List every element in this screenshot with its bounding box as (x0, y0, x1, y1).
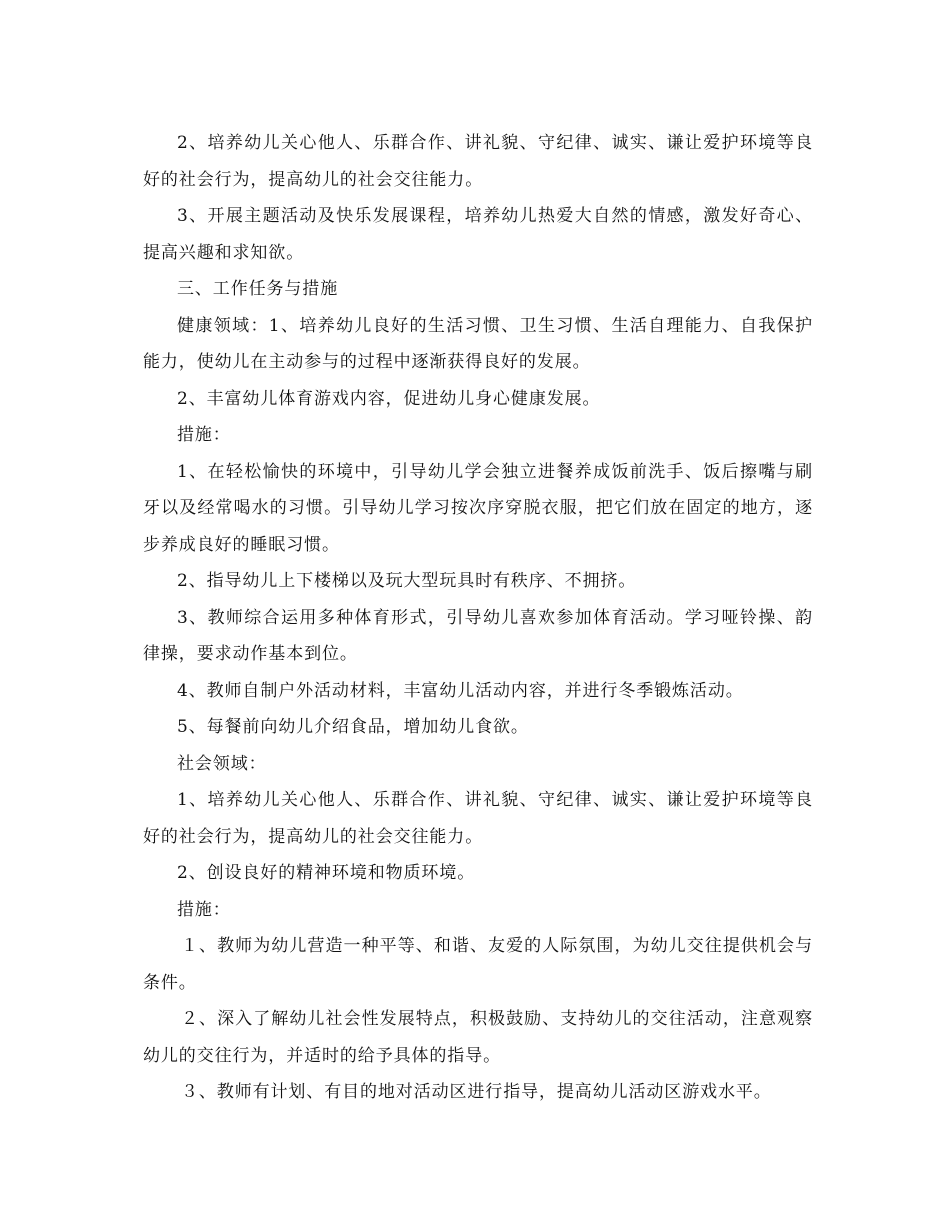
subheading: 措施： (177, 899, 231, 920)
paragraph: １、教师为幼儿营造一种平等、和谐、友爱的人际氛围，为幼儿交往提供机会与条件。 (143, 936, 813, 993)
paragraph: 2、丰富幼儿体育游戏内容，促进幼儿身心健康发展。 (177, 388, 601, 409)
paragraph: ２、深入了解幼儿社会性发展特点，积极鼓励、支持幼儿的交往活动，注意观察幼儿的交往行为，并适时的给予具体的指导。 (143, 1009, 813, 1066)
paragraph: 2、创设良好的精神环境和物质环境。 (177, 863, 476, 883)
paragraph: 2、培养幼儿关心他人、乐群合作、讲礼貌、守纪律、诚实、谦让爱护环境等良好的社会行为，提高幼儿的社会交往能力。 (143, 133, 813, 190)
paragraph: 3、开展主题活动及快乐发展课程，培养幼儿热爱大自然的情感，激发好奇心、提高兴趣和求知欲。 (143, 206, 813, 263)
subheading: 社会领域： (177, 753, 267, 774)
paragraph: 3、教师综合运用多种体育形式，引导幼儿喜欢参加体育活动。学习哑铃操、韵律操，要求动作基本到位。 (143, 607, 813, 664)
paragraph: 1、在轻松愉快的环境中，引导幼儿学会独立进餐养成饭前洗手、饭后擦嘴与刷牙以及经常喝水的习惯。引导幼儿学习按次序穿脱衣服，把它们放在固定的地方，逐步养成良好的睡眠习惯。 (143, 461, 813, 555)
section-heading: 三、工作任务与措施 (177, 279, 339, 299)
paragraph: 5、每餐前向幼儿介绍食品，增加幼儿食欲。 (177, 717, 529, 737)
document-body (143, 125, 813, 1111)
paragraph: 健康领域：1、培养幼儿良好的生活习惯、卫生习惯、生活自理能力、自我保护能力，使幼儿在主动参与的过程中逐渐获得良好的发展。 (143, 315, 813, 372)
paragraph: 4、教师自制户外活动材料，丰富幼儿活动内容，并进行冬季锻炼活动。 (177, 680, 744, 701)
paragraph: 2、指导幼儿上下楼梯以及玩大型玩具时有秩序、不拥挤。 (177, 571, 637, 591)
subheading: 措施： (177, 425, 231, 445)
paragraph: 1、培养幼儿关心他人、乐群合作、讲礼貌、守纪律、诚实、谦让爱护环境等良好的社会行为，提高幼儿的社会交往能力。 (143, 790, 813, 847)
paragraph: ３、教师有计划、有目的地对活动区进行指导，提高幼儿活动区游戏水平。 (181, 1082, 772, 1102)
